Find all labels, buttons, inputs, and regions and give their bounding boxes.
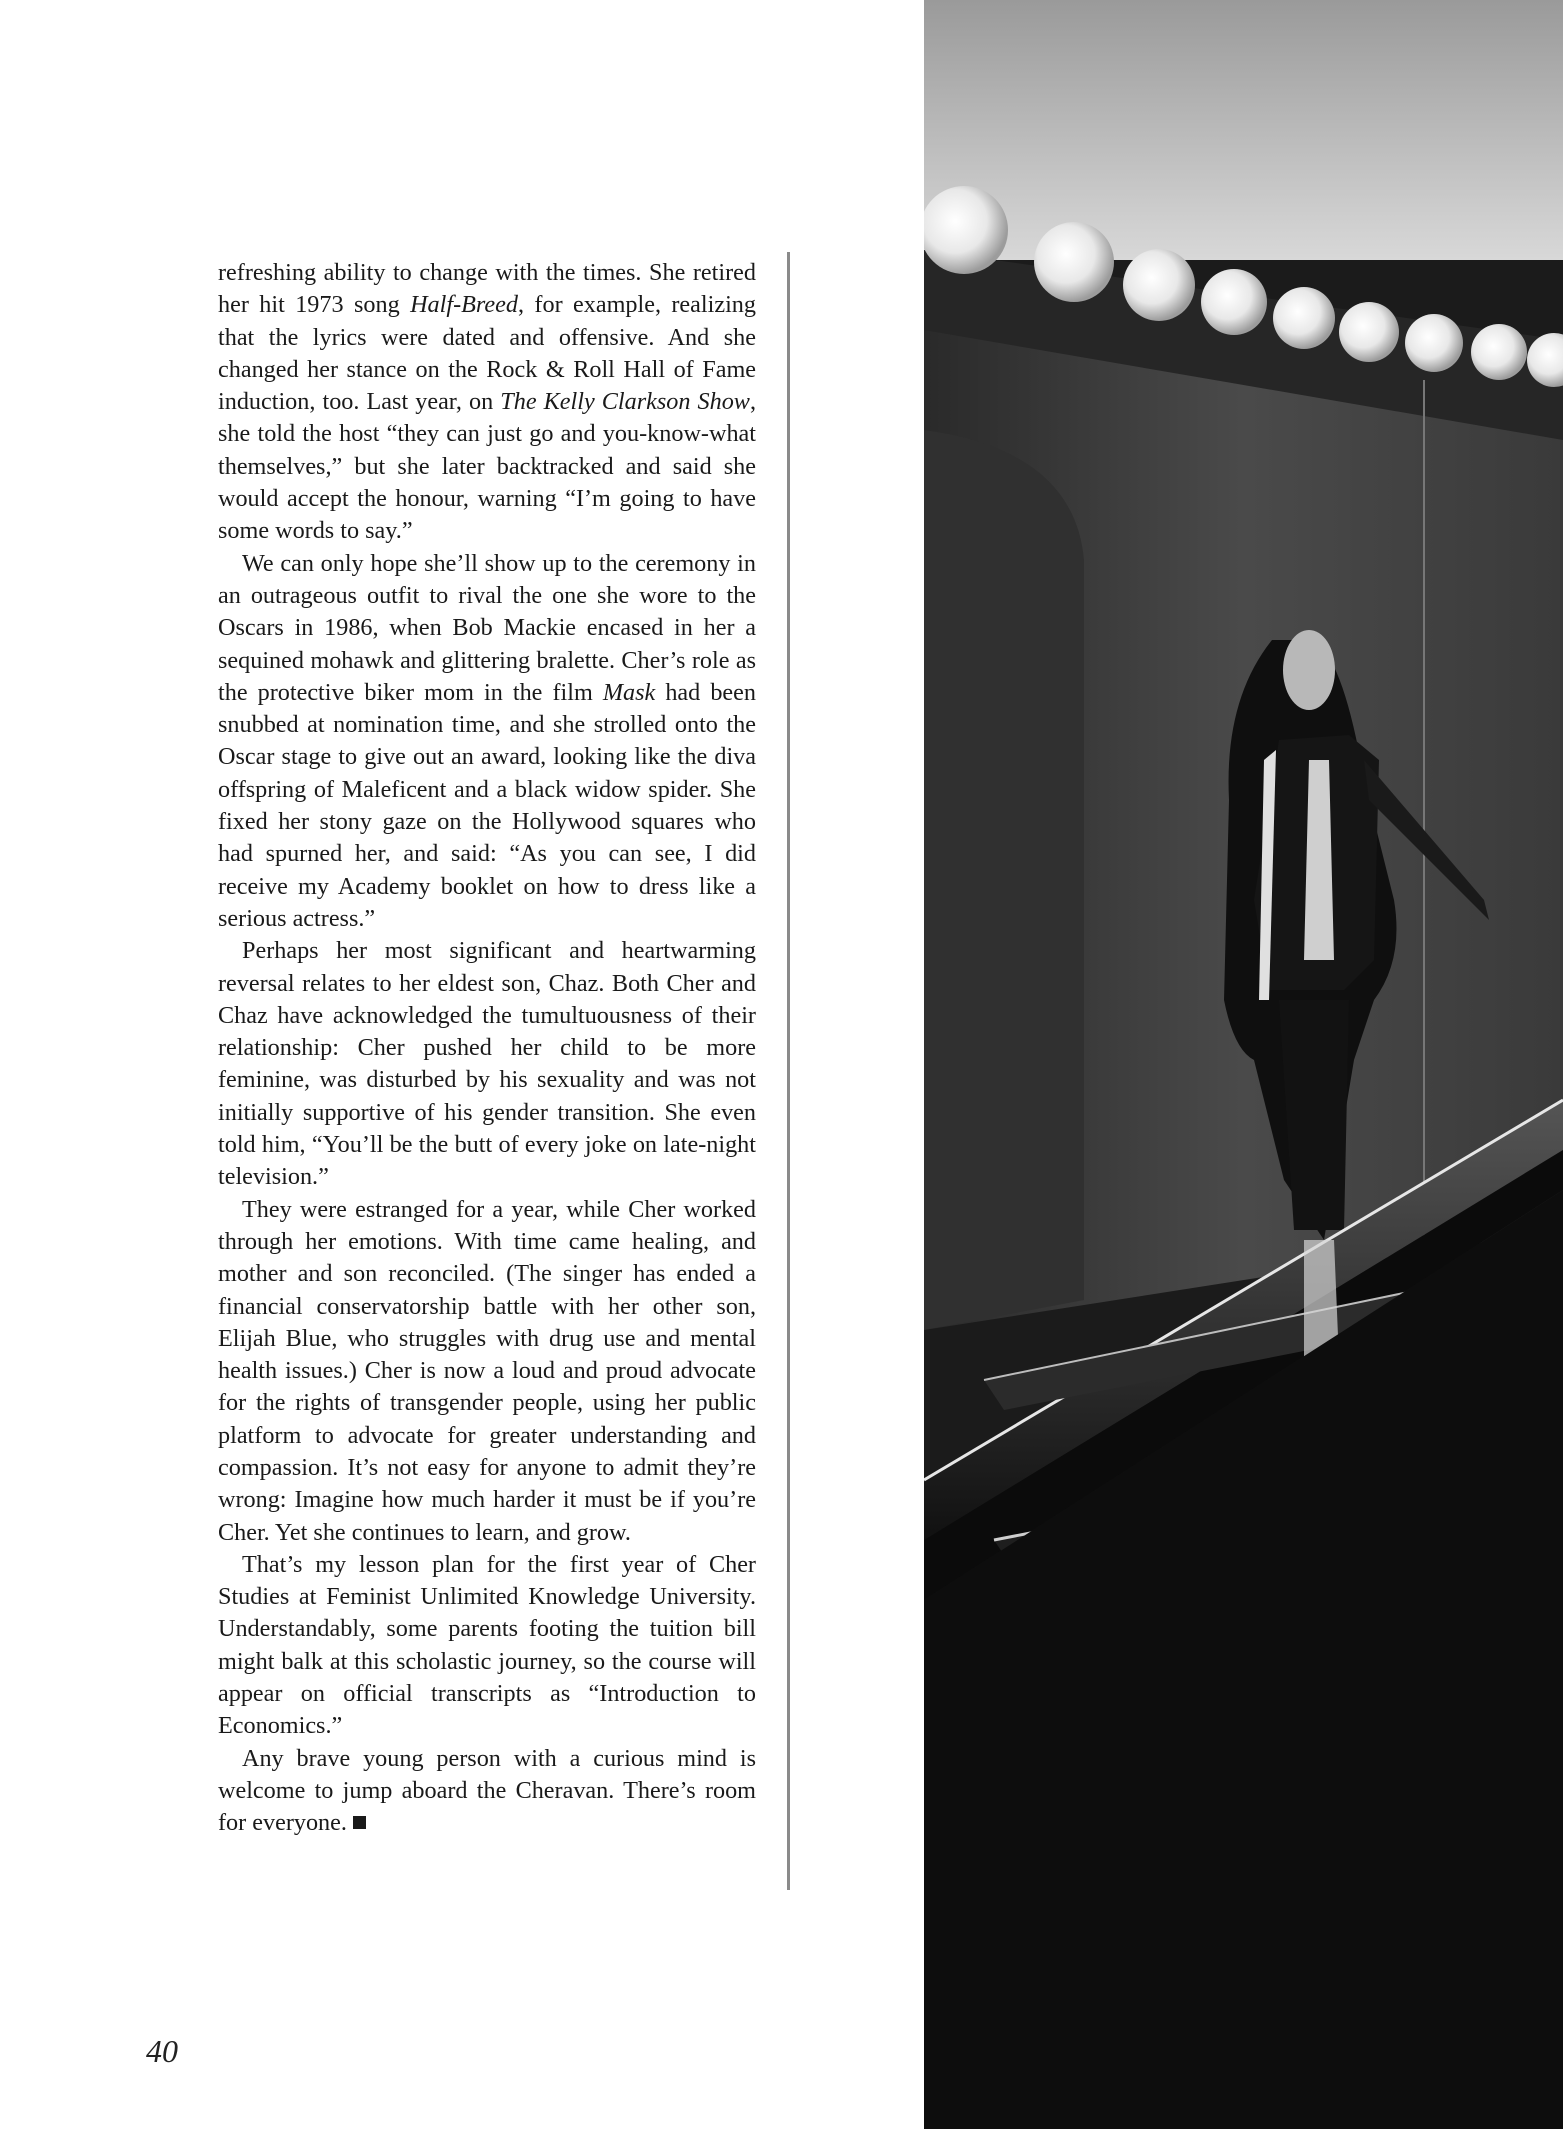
- text-run: , she told the host “they can just go and you-know-what themselves,” but she later backtracked and said she would accept the honour, warning “I’m going to have some words to say.”: [218, 388, 756, 545]
- text-run: Any brave young person with a curious mind is welcome to jump aboard the Cheravan. There’s room for everyone.: [218, 1744, 756, 1837]
- text-run: , for example, realizing that the lyrics were dated and offensive. And she changed her stance on the Rock & Roll Hall of Fame induction, too. Last year, on: [218, 291, 756, 416]
- text-run: We can only hope she’ll show up to the ceremony in an outrageous outfit to rival the one she wore to the Oscars in 1986, when Bob Mackie encased in her a sequined mohawk and glittering bralette. Cher’s role as the protective biker mom in the film: [218, 549, 756, 706]
- italic-title: Mask: [602, 678, 656, 706]
- portrait-photo: [924, 0, 1563, 2129]
- text-run: They were estranged for a year, while Cher worked through her emotions. With time came healing, and mother and son reconciled. (The singer has ended a financial conservatorship battle with her other son, Elijah Blue, who struggles with drug use and mental health issues.) Cher is now a loud and proud advocate for the rights of transgender people, using her public platform to advocate for greater understanding and compassion. It’s not easy for anyone to admit they’re wrong: Imagine how much harder it must be if you’re Cher. Yet she continues to learn, and grow.: [218, 1195, 756, 1546]
- column-divider: [787, 252, 790, 1890]
- end-mark-icon: [353, 1816, 366, 1829]
- italic-title: Half-Breed: [410, 291, 518, 319]
- article-paragraph: [218, 935, 756, 1193]
- text-run: refreshing ability to change with the times. She retired her hit 1973 song: [218, 259, 756, 319]
- article-paragraph: [218, 257, 756, 548]
- text-run: That’s my lesson plan for the first year of Cher Studies at Feminist Unlimited Knowledge University. Understandably, some parents footing the tuition bill might balk at this scholastic journey, so the course will appear on official transcripts as “Introduction to Economics.”: [218, 1550, 756, 1740]
- text-run: had been snubbed at nomination time, and she strolled onto the Oscar stage to give out an award, looking like the diva offspring of Maleficent and a black widow spider. She fixed her stony gaze on the Hollywood squares who had spurned her, and said: “As you can see, I did receive my Academy booklet on how to dress like a serious actress.”: [218, 678, 756, 932]
- article-paragraph: [218, 1549, 756, 1743]
- article-paragraph: [218, 1194, 756, 1549]
- article-body: [218, 257, 756, 1840]
- text-run: Perhaps her most significant and heartwarming reversal relates to her eldest son, Chaz. Both Cher and Chaz have acknowledged the tumultuousness of their relationship: Cher pushed her child to be more feminine, was disturbed by his sexuality and was not initially supportive of his gender transition. She even told him, “You’ll be the butt of every joke on late-night television.”: [218, 937, 756, 1191]
- article-paragraph: [218, 1743, 756, 1840]
- italic-title: The Kelly Clarkson Show: [500, 388, 750, 416]
- page-number: 40: [146, 2033, 178, 2069]
- article-paragraph: [218, 548, 756, 936]
